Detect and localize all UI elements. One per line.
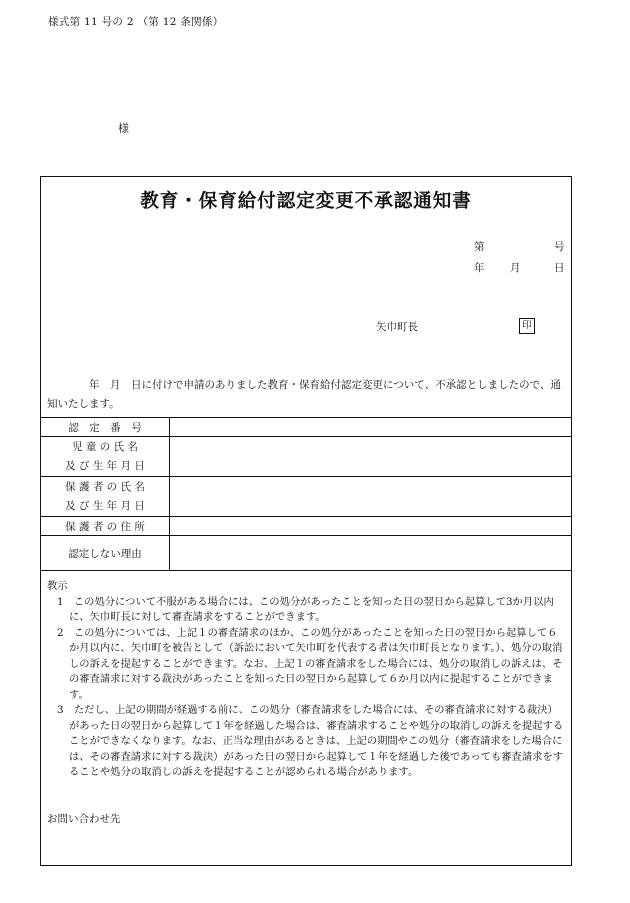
notice-item-3: 3 ただし、上記の期間が経過する前に、この処分（審査請求をした場合には、その審査請求に対する裁決）があった日の翌日から起算して１年を経過した場合は、審査請求することや処分の取消しの訴えを提起することができなくなります。なお、正当な理由があるときは、上記の期間やこの処分（審査請求をした場合には、その審査請求に対する裁決）があった日の翌日から起算して１年を経過した後であっても審査請求をすることや処分の取消しの訴えを提起することが認められる場合があります。 (57, 704, 564, 778)
notice-item-1: 1 この処分について不服がある場合には、この処分があったことを知った日の翌日から起算して3か月以内に、矢巾町長に対して審査請求をすることができます。 (57, 595, 554, 623)
recipient-suffix: 様 (118, 122, 129, 135)
child-name-label-line1: 児 童 の 氏 名 (72, 440, 138, 453)
notice-heading: 教示 (47, 580, 68, 592)
notice-section (47, 579, 567, 781)
intro-text: 年 月 日に付けで申請のありました教育・保育給付認定変更について、不承認としましたので、通知いたします。 (47, 379, 561, 410)
issuer-title: 矢巾町長 (376, 321, 418, 333)
issue-number-prefix: 第 (474, 241, 485, 253)
issue-month: 月 (510, 262, 521, 274)
contact-label: お問い合わせ先 (47, 813, 121, 825)
child-name-label (41, 437, 170, 477)
child-name-value (170, 437, 572, 477)
info-table (40, 417, 572, 571)
notice-frame (40, 176, 572, 866)
guardian-name-value (170, 477, 572, 517)
seal-box: 印 (519, 318, 535, 334)
table-row (41, 517, 572, 536)
issue-day: 日 (554, 262, 565, 274)
guardian-name-label-line1: 保 護 者 の 氏 名 (65, 480, 145, 493)
child-name-label-line2: 及 び 生 年 月 日 (65, 459, 145, 472)
table-row (41, 536, 572, 571)
notice-item-2: 2 この処分については、上記１の審査請求のほか、この処分があったことを知った日の翌日から起算して６か月以内に、矢巾町を被告として（訴訟において矢巾町を代表する者は矢巾町長となります。）、処分の取消しの訴えを提起することができます。なお、上記１の審査請求をした場合には、処分の取消しの訴えは、その審査請求に対する裁決があったことを知った日の翌日から起算して６か月以内に提起することができます。 (57, 626, 563, 701)
guardian-name-label (41, 477, 170, 517)
form-number: 様式第 11 号の 2 （第 12 条関係） (48, 16, 224, 28)
guardian-address-value (170, 517, 572, 536)
issue-number-suffix: 号 (554, 241, 565, 253)
table-row (41, 418, 572, 437)
table-row (41, 477, 572, 517)
reason-value (170, 536, 572, 571)
issue-year: 年 (474, 262, 485, 274)
guardian-address-label: 保 護 者 の 住 所 (41, 517, 170, 536)
guardian-name-label-line2: 及 び 生 年 月 日 (65, 499, 145, 512)
reason-label: 認定しない理由 (41, 536, 170, 571)
document-title: 教育・保育給付認定変更不承認通知書 (140, 191, 472, 212)
cert-number-label: 認 定 番 号 (41, 418, 170, 437)
table-row (41, 437, 572, 477)
cert-number-value (170, 418, 572, 437)
